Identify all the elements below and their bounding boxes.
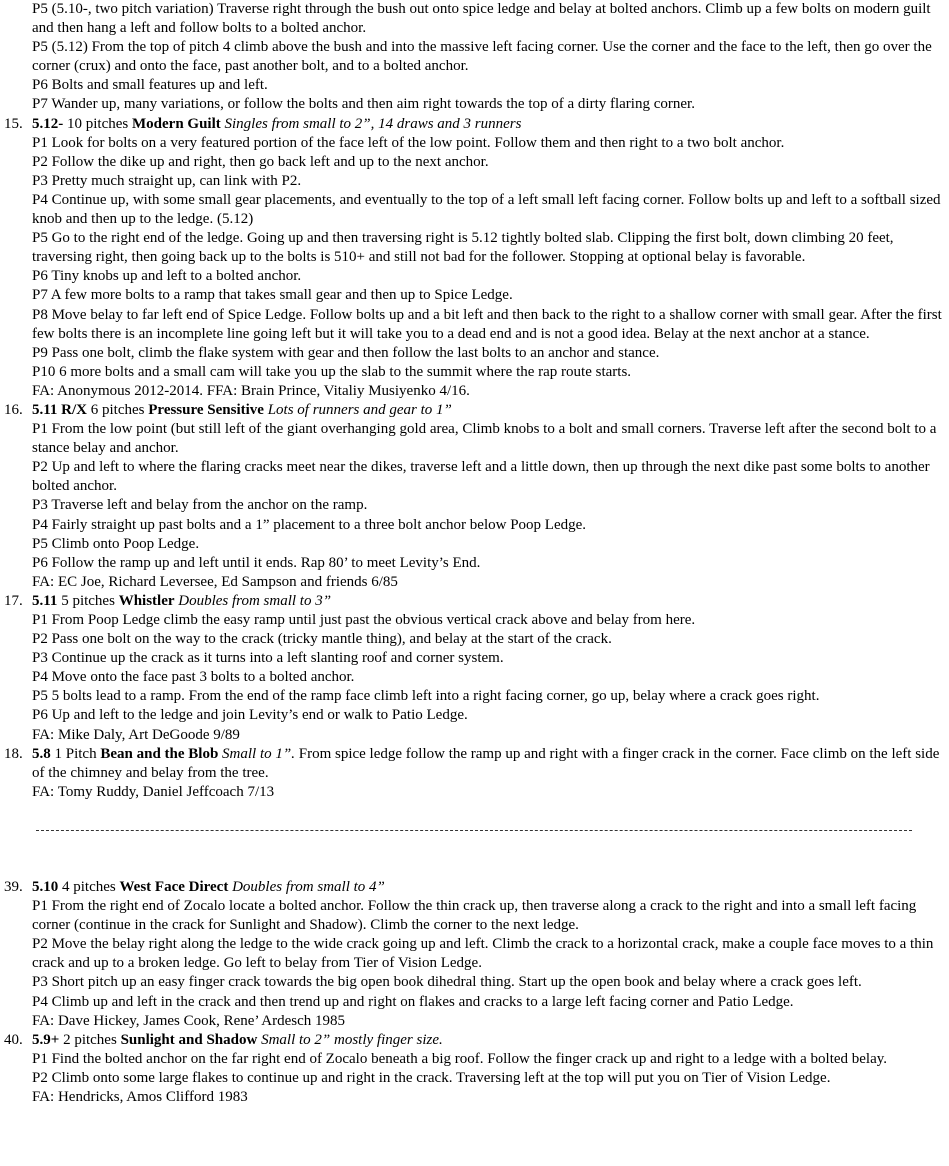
route-list-upper bbox=[4, 115, 943, 802]
route-pitch-count: 5 pitches bbox=[61, 592, 115, 609]
route-entry bbox=[4, 592, 943, 745]
route-name: Bean and the Blob bbox=[100, 745, 219, 762]
pitch-description: P1 From Poop Ledge climb the easy ramp until just past the obvious vertical crack above and belay from here. bbox=[32, 612, 696, 628]
pitch-description: P3 Continue up the crack as it turns into a left slanting roof and corner system. bbox=[32, 650, 504, 667]
pitch-description: P8 Move belay to far left end of Spice Ledge. Follow bolts up and a bit left and then back to the right to a shallow corner with small gear. After the first few bolts there is an incomplete line going left but it will take you to a dead end and is not a good idea. Belay at the next anchor at a stance. bbox=[32, 306, 942, 342]
section-separator bbox=[4, 802, 943, 878]
route-pitch-count: 4 pitches bbox=[62, 878, 116, 895]
route-gear: Singles from small to 2”, 14 draws and 3 runners bbox=[224, 115, 522, 132]
pitch-description: P3 Short pitch up an easy finger crack towards the big open book dihedral thing. Start up the open book and belay where a crack goes left. bbox=[32, 974, 862, 991]
pitch-description: P4 Fairly straight up past bolts and a 1” placement to a three bolt anchor below Poop Ledge. bbox=[32, 516, 587, 533]
first-ascent: FA: Hendricks, Amos Clifford 1983 bbox=[32, 1088, 248, 1105]
route-header bbox=[32, 592, 943, 611]
pitch-description: P2 Pass one bolt on the way to the crack (tricky mantle thing), and belay at the start of the crack. bbox=[32, 631, 612, 648]
pitch-description: P2 Move the belay right along the ledge to the wide crack going up and left. Climb the crack to a horizontal crack, make a couple face moves to a thin crack and up to a broken ledge. Go left to belay from Tier of Vision Ledge. bbox=[32, 936, 934, 972]
route-entry bbox=[4, 745, 943, 802]
route-gear: Small to 1”. bbox=[222, 745, 295, 762]
first-ascent: FA: Anonymous 2012-2014. FFA: Brain Prince, Vitaliy Musiyenko 4/16. bbox=[32, 382, 470, 399]
pitch-description: P7 A few more bolts to a ramp that takes small gear and then up to Spice Ledge. bbox=[32, 287, 513, 304]
route-entry bbox=[4, 1031, 943, 1107]
route-list-lower bbox=[4, 878, 943, 1107]
route-name: Whistler bbox=[118, 592, 175, 609]
route-name: Pressure Sensitive bbox=[148, 401, 264, 418]
pitch-description: P1 From the low point (but still left of the giant overhanging gold area, Climb knobs to a bolt and small corners. Traverse left after the second bolt to a stance belay and anchor. bbox=[32, 421, 937, 457]
route-name: Sunlight and Shadow bbox=[120, 1031, 258, 1048]
pitch-description: P4 Continue up, with some small gear placements, and eventually to the top of a left small left facing corner. Follow bolts up and left to a softball sized knob and then up to the ledge. (5.12) bbox=[32, 191, 941, 228]
route-header bbox=[32, 1031, 943, 1050]
pitch-description: P5 Climb onto Poop Ledge. bbox=[32, 535, 200, 552]
route-gear: Small to 2” mostly finger size. bbox=[261, 1031, 443, 1048]
dashed-divider-line bbox=[36, 830, 912, 831]
pitch-description: P4 Climb up and left in the crack and then trend up and right on flakes and cracks to a large left facing corner and Patio Ledge. bbox=[32, 993, 794, 1010]
pitch-description: P4 Move onto the face past 3 bolts to a bolted anchor. bbox=[32, 669, 355, 686]
pitch-description: P6 Bolts and small features up and left. bbox=[32, 77, 268, 94]
route-entry bbox=[4, 401, 943, 592]
route-pitch-count: 2 pitches bbox=[63, 1031, 117, 1048]
first-ascent: FA: Tomy Ruddy, Daniel Jeffcoach 7/13 bbox=[32, 783, 275, 800]
route-grade: 5.8 bbox=[32, 745, 51, 762]
route-number: 15. bbox=[4, 115, 23, 132]
pitch-description: P2 Follow the dike up and right, then go back left and up to the next anchor. bbox=[32, 153, 489, 170]
pitch-description: P3 Traverse left and belay from the anchor on the ramp. bbox=[32, 497, 368, 514]
route-grade: 5.10 bbox=[32, 878, 59, 895]
route-grade: 5.11 R/X bbox=[32, 401, 88, 418]
first-ascent: FA: Dave Hickey, James Cook, Rene’ Ardesch 1985 bbox=[32, 1012, 345, 1029]
pitch-description: P1 Look for bolts on a very featured portion of the face left of the low point. Follow them and then right to a two bolt anchor. bbox=[32, 134, 785, 151]
route-pitch-count: 1 Pitch bbox=[54, 745, 97, 762]
route-number: 40. bbox=[4, 1031, 23, 1048]
first-ascent: FA: Mike Daly, Art DeGoode 9/89 bbox=[32, 726, 240, 743]
pitch-description: P10 6 more bolts and a small cam will take you up the slab to the summit where the rap route starts. bbox=[32, 363, 632, 380]
pitch-description: P1 From the right end of Zocalo locate a bolted anchor. Follow the thin crack up, then traverse along a crack to the right and into a small left facing corner (continue in the crack for Sunlight and Shadow). Climb the corner to the next ledge. bbox=[32, 898, 917, 934]
route-number: 18. bbox=[4, 745, 23, 762]
pitch-description: P2 Up and left to where the flaring cracks meet near the dikes, traverse left and a little down, then up through the next dike past some bolts to another bolted anchor. bbox=[32, 459, 930, 495]
first-ascent: FA: EC Joe, Richard Leversee, Ed Sampson and friends 6/85 bbox=[32, 573, 398, 590]
route-entry bbox=[4, 115, 943, 401]
pitch-description: P2 Climb onto some large flakes to continue up and right in the crack. Traversing left at the top will put you on Tier of Vision Ledge. bbox=[32, 1069, 831, 1086]
route-pitch-count: 10 pitches bbox=[67, 115, 129, 132]
route-pitch-count: 6 pitches bbox=[90, 401, 145, 418]
route-number: 16. bbox=[4, 401, 23, 418]
pitch-description: P6 Tiny knobs up and left to a bolted anchor. bbox=[32, 268, 302, 285]
pitch-description: P6 Follow the ramp up and left until it ends. Rap 80’ to meet Levity’s End. bbox=[32, 554, 481, 571]
pitch-description: P9 Pass one bolt, climb the flake system with gear and then follow the last bolts to an anchor and stance. bbox=[32, 344, 660, 361]
previous-route-continuation bbox=[4, 0, 943, 115]
route-grade: 5.12- bbox=[32, 115, 64, 132]
pitch-description: P5 5 bolts lead to a ramp. From the end of the ramp face climb left into a right facing corner, go up, belay where a crack goes right. bbox=[32, 688, 820, 705]
route-entry bbox=[4, 878, 943, 1031]
pitch-description: P5 Go to the right end of the ledge. Going up and then traversing right is 5.12 tightly bolted slab. Clipping the first bolt, down climbing 20 feet, traversing right, then going back up to the bolts is 510+ and still not bad for the follower. Stopping at optional belay is favorable. bbox=[32, 230, 894, 266]
route-number: 17. bbox=[4, 592, 23, 609]
pitch-description: P1 Find the bolted anchor on the far right end of Zocalo beneath a big roof. Follow the finger crack up and right to a ledge with a bolted belay. bbox=[32, 1050, 888, 1067]
pitch-description: P6 Up and left to the ledge and join Levity’s end or walk to Patio Ledge. bbox=[32, 707, 468, 724]
route-description: From spice ledge follow the ramp up and right with a finger crack in the corner. Face climb on the left side of the chimney and belay from the tree. bbox=[32, 745, 940, 781]
route-header bbox=[32, 115, 943, 134]
pitch-description: P5 (5.10-, two pitch variation) Traverse right through the bush out onto spice ledge and belay at bolted anchors. Climb up a few bolts on modern guilt and then hang a left and follow bolts to a bolted anchor. bbox=[32, 1, 931, 37]
route-header bbox=[32, 745, 943, 783]
route-header bbox=[32, 401, 943, 420]
route-number: 39. bbox=[4, 878, 23, 895]
route-gear: Doubles from small to 3” bbox=[178, 592, 332, 609]
route-grade: 5.9+ bbox=[32, 1031, 60, 1048]
route-gear: Lots of runners and gear to 1” bbox=[267, 401, 452, 418]
route-name: Modern Guilt bbox=[132, 115, 221, 132]
pitch-description: P3 Pretty much straight up, can link with P2. bbox=[32, 172, 302, 189]
route-name: West Face Direct bbox=[119, 878, 229, 895]
route-header bbox=[32, 878, 943, 897]
pitch-description: P7 Wander up, many variations, or follow the bolts and then aim right towards the top of a dirty flaring corner. bbox=[32, 96, 695, 113]
route-gear: Doubles from small to 4” bbox=[232, 878, 385, 895]
pitch-description: P5 (5.12) From the top of pitch 4 climb above the bush and into the massive left facing corner. Use the corner and the face to the left, then go over the corner (crux) and onto the face, past another bolt, and to a bolted anchor. bbox=[32, 39, 932, 75]
route-grade: 5.11 bbox=[32, 592, 58, 609]
